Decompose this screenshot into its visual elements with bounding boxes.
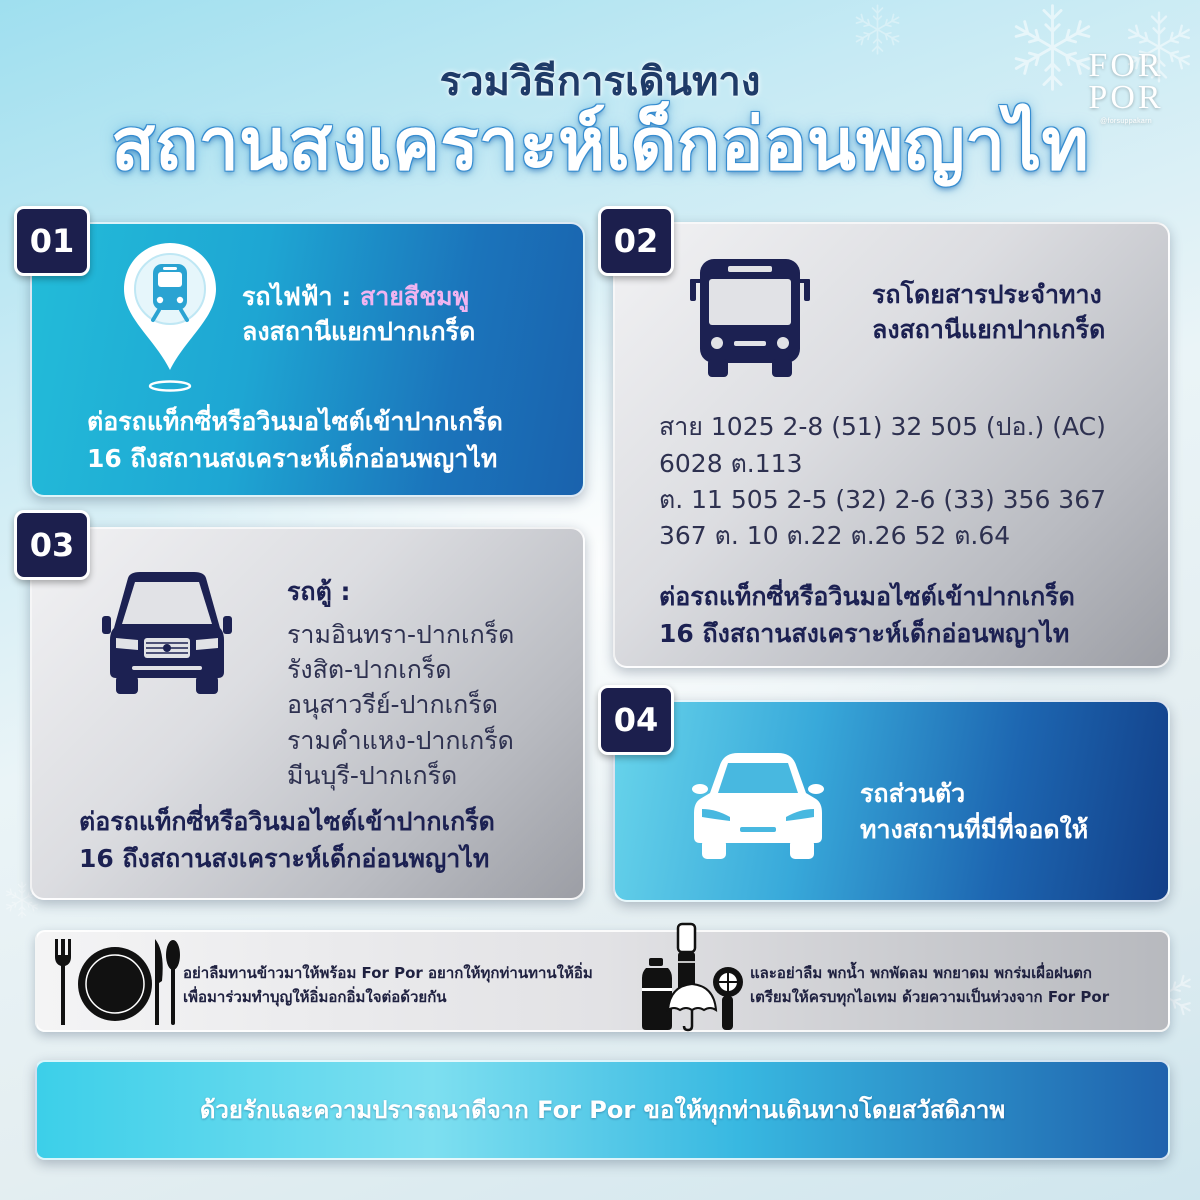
van-route-item: มีนบุรี-ปากเกร็ด [287,761,458,790]
bus-transfer-line-2: 16 ถึงสถานสงเคราะห์เด็กอ่อนพญาไท [659,619,1070,648]
items-reminder-line-2: เตรียมให้ครบทุกไอเทม ด้วยความเป็นห่วงจาก For Por [750,988,1110,1006]
skytrain-mode-label: รถไฟฟ้า : [242,282,360,311]
snowflake-decoration [850,2,905,57]
page-subtitle: สถานสงเคราะห์เด็กอ่อนพญาไท [111,102,1089,186]
bus-station: ลงสถานีแยกปากเกร็ด [872,315,1106,344]
pink-line-name: สายสีชมพู [359,282,470,311]
skytrain-transfer-line-2: 16 ถึงสถานสงเคราะห์เด็กอ่อนพญาไท [87,444,498,473]
bus-transfer-line-1: ต่อรถแท็กซี่หรือวินมอไซต์เข้าปากเกร็ด [659,582,1075,611]
items-reminder-line-1: และอย่าลืม พกน้ำ พกพัดลม พกยาดม พกร่มเผื่อฝนตก [750,964,1092,982]
footer-banner [35,1060,1170,1160]
for-por-logo [1076,47,1176,134]
card-private-car [613,700,1170,902]
food-reminder-line-2: เพื่อมาร่วมทำบุญให้อิ่มอกอิ่มใจต่อด้วยกัน [183,988,447,1006]
skytrain-transfer-line-1: ต่อรถแท็กซี่หรือวินมอไซต์เข้าปากเกร็ด [87,407,503,436]
van-route-item: รังสิต-ปากเกร็ด [287,655,452,684]
card-skytrain [30,222,585,497]
van-mode-label: รถตู้ : [287,577,351,606]
footer-message: ด้วยรักและความปรารถนาดีจาก For Por ขอให้ทุกท่านเดินทางโดยสวัสดิภาพ [199,1096,1006,1124]
bus-route-line: ต. 11 505 2-5 (32) 2-6 (33) 356 367 [659,485,1107,514]
step-badge-01: 01 [14,206,90,276]
van-route-item: อนุสาวรีย์-ปากเกร็ด [287,690,498,719]
van-transfer-line-1: ต่อรถแท็กซี่หรือวินมอไซต์เข้าปากเกร็ด [79,807,495,836]
step-badge-02: 02 [598,206,674,276]
van-icon [102,570,232,696]
logo-line-2: POR [1088,79,1164,116]
car-mode-label: รถส่วนตัว [860,779,966,808]
step-badge-03: 03 [14,510,90,580]
skytrain-mode-line [242,279,577,315]
plate-cutlery-icon [55,937,181,1029]
train-location-pin-icon [120,240,220,395]
food-reminder-line-1: อย่าลืมทานข้าวมาให้พร้อม For Por อยากให้ทุกท่านทานให้อิ่ม [183,964,593,982]
bus-route-line: 6028 ต.113 [659,449,803,478]
car-icon [690,747,826,863]
reminder-strip [35,930,1170,1032]
step-badge-04: 04 [598,685,674,755]
skytrain-station: ลงสถานีแยกปากเกร็ด [242,317,476,346]
bus-route-line: สาย 1025 2-8 (51) 32 505 (ปอ.) (AC) [659,412,1106,441]
logo-handle: @forsuppakarn [1100,118,1152,125]
car-parking-note: ทางสถานที่มีที่จอดให้ [860,815,1089,844]
van-route-item: รามอินทรา-ปากเกร็ด [287,620,515,649]
travel-items-icon [640,922,748,1032]
page-title: รวมวิธีการเดินทาง [439,59,761,105]
bus-route-line: 367 ต. 10 ต.22 ต.26 52 ต.64 [659,521,1011,550]
logo-line-1: FOR [1088,47,1164,84]
bus-mode-label: รถโดยสารประจำทาง [872,280,1102,309]
van-transfer-line-2: 16 ถึงสถานสงเคราะห์เด็กอ่อนพญาไท [79,844,490,873]
card-bus [613,222,1170,668]
van-route-item: รามคำแหง-ปากเกร็ด [287,726,514,755]
bus-icon [690,257,810,379]
card-van [30,527,585,900]
